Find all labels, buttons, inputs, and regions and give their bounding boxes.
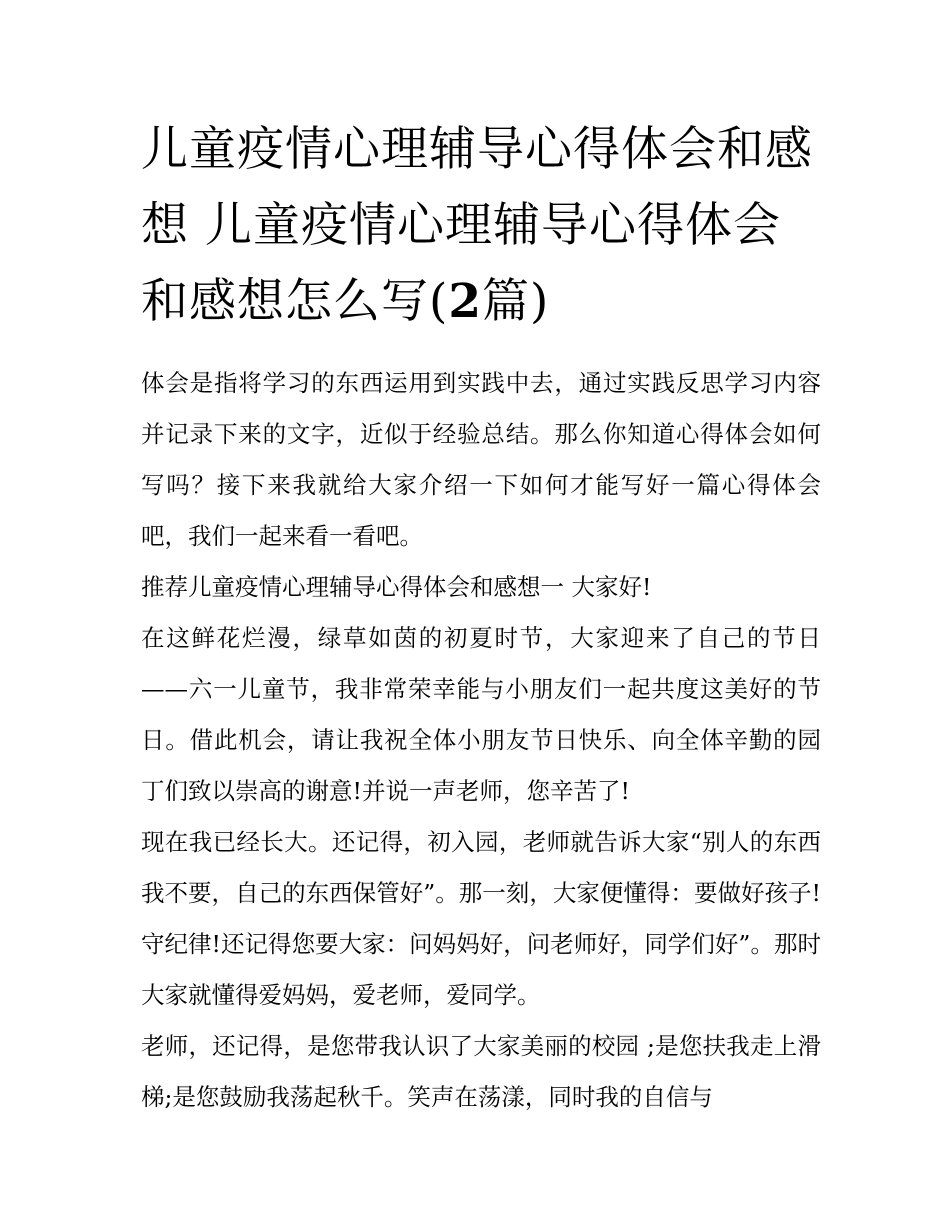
title-count: 2 — [448, 274, 483, 329]
title-suffix: 篇) — [482, 274, 550, 329]
paragraph-teacher: 老师，还记得，是您带我认识了大家美丽的校园 ;是您扶我走上滑梯;是您鼓励我荡起秋千。笑声在荡漾，同时我的自信与 — [141, 1032, 821, 1111]
title-text: 儿童疫情心理辅导心得体会和感想 儿童疫情心理辅导心得体会和感想怎么写( — [141, 122, 813, 329]
document-page — [141, 112, 821, 1123]
document-body — [141, 358, 821, 1123]
paragraph-recommend-heading: 推荐儿童疫情心理辅导心得体会和感想一 大家好! — [141, 573, 652, 601]
paragraph-childrens-day: 在这鲜花烂漫，绿草如茵的初夏时节，大家迎来了自己的节日——六一儿童节，我非常荣幸能与小朋友们一起共度这美好的节日。借此机会，请让我祝全体小朋友节日快乐、向全体辛勤的园丁们致以崇高的谢意!并说一声老师，您辛苦了! — [141, 624, 821, 805]
paragraph-memories: 现在我已经长大。还记得，初入园，老师就告诉大家“别人的东西我不要，自己的东西保管好”。那一刻，大家便懂得：要做好孩子!守纪律!还记得您要大家：问妈妈好，问老师好，同学们好”。那时大家就懂得爱妈妈，爱老师，爱同学。 — [141, 828, 821, 1009]
paragraph-intro: 体会是指将学习的东西运用到实践中去，通过实践反思学习内容并记录下来的文字，近似于经验总结。那么你知道心得体会如何写吗？接下来我就给大家介绍一下如何才能写好一篇心得体会吧，我们一起来看一看吧。 — [141, 369, 821, 550]
document-title — [141, 112, 821, 340]
